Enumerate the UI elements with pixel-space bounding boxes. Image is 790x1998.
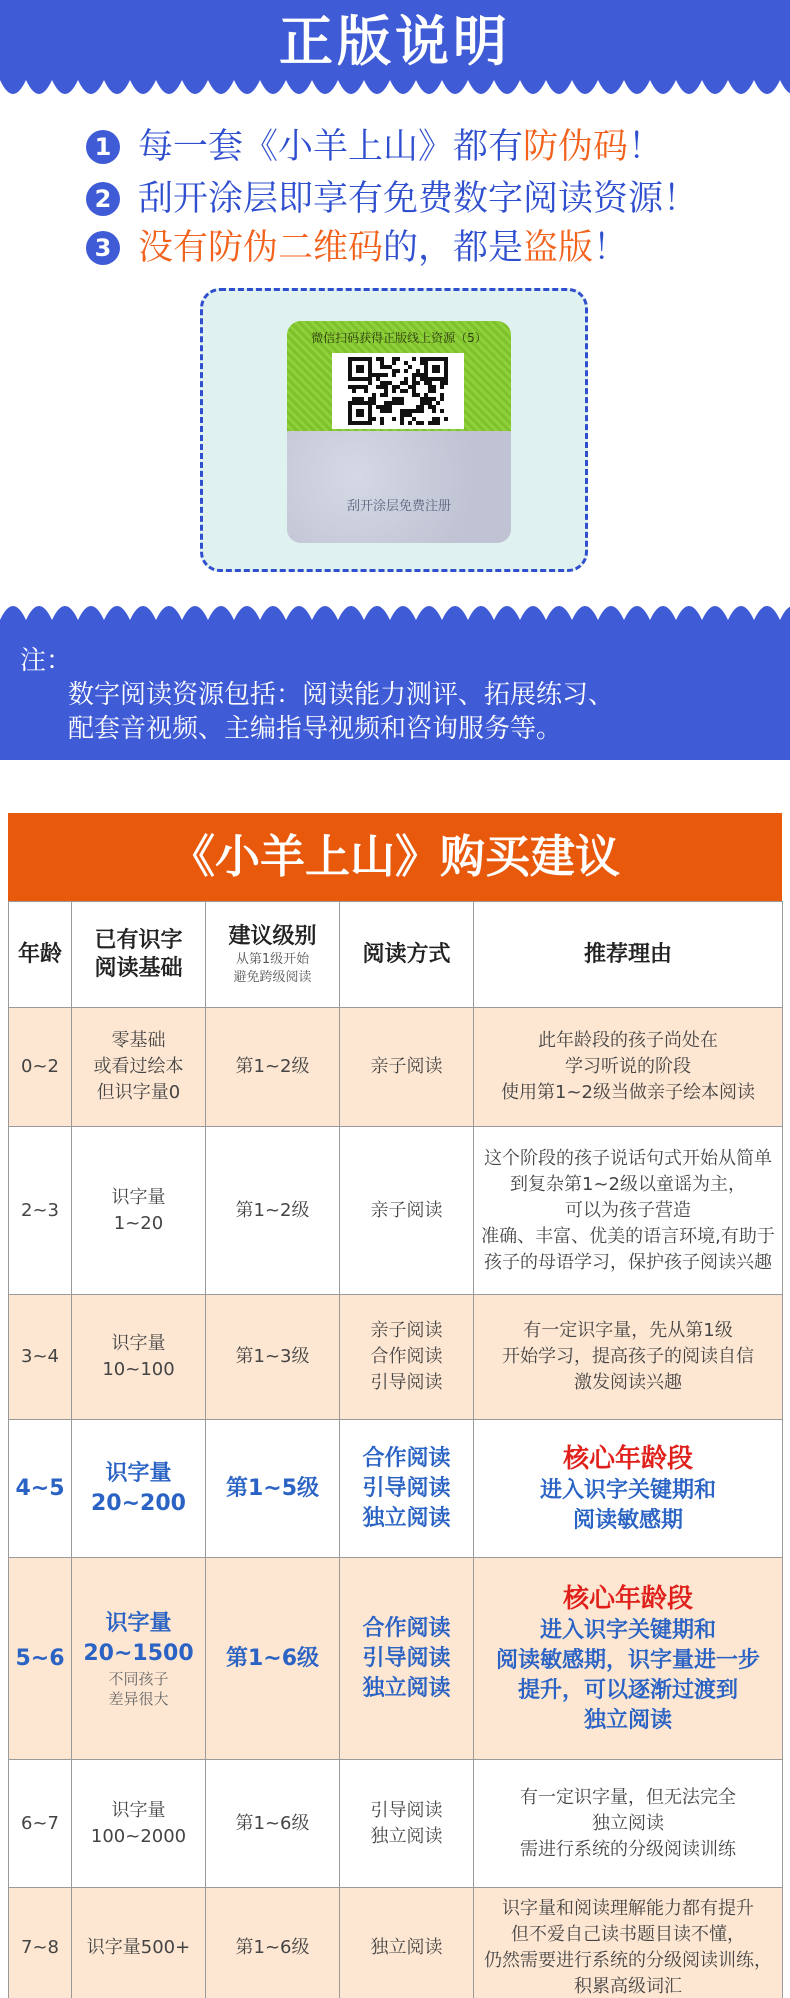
reason-line: 有一定识字量，但无法完全: [520, 1786, 736, 1808]
basis-line: 识字量: [111, 1799, 166, 1821]
basis-line: 识字量: [111, 1186, 166, 1208]
page-title: 正版说明: [279, 10, 511, 73]
sticker-top-text: 微信扫码获得正版线上资源（5）: [311, 331, 487, 345]
cell-level: 第1~6级: [206, 1760, 340, 1888]
cell-basis: [72, 1420, 206, 1558]
header-reason: 推荐理由: [474, 902, 783, 1008]
reason-line: 提升，可以逐渐过渡到: [517, 1677, 738, 1703]
scratch-coating: [287, 431, 511, 543]
cell-age: 0~2: [9, 1008, 72, 1127]
cell-age: 4~5: [9, 1420, 72, 1558]
table-row: [9, 1760, 783, 1888]
cell-age: 6~7: [9, 1760, 72, 1888]
mode-line: 独立阅读: [362, 1675, 451, 1701]
table-row: [9, 1127, 783, 1295]
header-mode: 阅读方式: [340, 902, 474, 1008]
cell-reason: [474, 1760, 783, 1888]
statement-2-part-a: 刮开涂层即享有免费数字阅读资源！: [138, 179, 699, 219]
basis-line: 1~20: [113, 1212, 164, 1234]
cell-mode: [340, 1760, 474, 1888]
statement-1: [86, 125, 663, 169]
statement-3-part-d: ！: [593, 228, 629, 268]
reason-line: 使用第1~2级当做亲子绘本阅读: [501, 1082, 755, 1103]
basis-line: 识字量: [105, 1610, 172, 1636]
table-row-core: [9, 1420, 783, 1558]
cell-mode: 独立阅读: [340, 1888, 474, 1998]
reason-line: 仍然需要进行系统的分级阅读训练，: [484, 1949, 772, 1971]
reason-line: 此年龄段的孩子尚处在: [538, 1030, 718, 1051]
basis-line: 20~200: [91, 1490, 186, 1516]
statement-1-part-b: 防伪码: [523, 127, 629, 167]
reason-line: 识字量和阅读理解能力都有提升: [502, 1897, 754, 1919]
number-2-icon: 2: [86, 182, 120, 216]
cell-basis: [72, 1008, 206, 1127]
mode-line: 合作阅读: [362, 1445, 451, 1471]
header-basis-line-2: 阅读基础: [94, 955, 183, 981]
basis-line: 零基础: [111, 1030, 166, 1051]
reason-line: 学习听说的阶段: [565, 1056, 691, 1077]
table-row: [9, 1888, 783, 1998]
cell-reason: [474, 1558, 783, 1760]
sticker-green-area: [287, 321, 511, 431]
basis-line: 100~2000: [90, 1825, 187, 1847]
reason-line: 可以为孩子营造: [565, 1199, 691, 1221]
reason-line: 进入识字关键期和: [539, 1617, 716, 1643]
cell-mode: 亲子阅读: [340, 1008, 474, 1127]
statement-3-part-a: 没有防伪二维码: [138, 228, 384, 268]
number-3-icon: 3: [86, 231, 120, 265]
reason-line: 到复杂第1~2级以童谣为主，: [510, 1173, 746, 1195]
cell-basis: [72, 1127, 206, 1295]
cell-reason: [474, 1420, 783, 1558]
cell-level: 第1~6级: [206, 1888, 340, 1998]
mode-line: 引导阅读: [362, 1475, 451, 1501]
cell-reason: [474, 1008, 783, 1127]
reason-line: 进入识字关键期和: [539, 1477, 716, 1503]
basis-note: 不同孩子: [108, 1669, 169, 1688]
mode-line: 独立阅读: [362, 1505, 451, 1531]
reason-line: 准确、丰富、优美的语言环境,有助于: [481, 1225, 775, 1247]
reason-line: 阅读敏感期: [572, 1507, 683, 1533]
core-age-label: 核心年龄段: [562, 1583, 693, 1614]
scratch-text: 刮开涂层免费注册: [346, 499, 451, 514]
mode-line: 引导阅读: [370, 1372, 443, 1393]
statement-3-part-b: 的，都是: [383, 228, 524, 268]
mode-line: 合作阅读: [370, 1346, 443, 1367]
mode-line: 独立阅读: [370, 1825, 443, 1847]
basis-line: 识字量: [111, 1333, 166, 1354]
cell-mode: [340, 1295, 474, 1420]
statement-2: [86, 177, 698, 221]
cell-age: 2~3: [9, 1127, 72, 1295]
core-age-label: 核心年龄段: [562, 1443, 693, 1474]
header-banner: [0, 0, 790, 80]
basis-line: 识字量: [105, 1460, 172, 1486]
table-title-bar: [8, 813, 782, 901]
cell-level: 第1~3级: [206, 1295, 340, 1420]
mode-line: 引导阅读: [362, 1645, 451, 1671]
qr-code-icon: [332, 353, 464, 429]
reason-line: 独立阅读: [592, 1812, 664, 1834]
reason-line: 阅读敏感期，识字量进一步: [495, 1647, 760, 1673]
header-basis: [72, 902, 206, 1008]
cell-mode: 亲子阅读: [340, 1127, 474, 1295]
cell-level: 第1~5级: [206, 1420, 340, 1558]
table-header-row: [9, 902, 783, 1008]
header-basis-line-1: 已有识字: [94, 927, 183, 953]
cell-basis: 识字量500+: [72, 1888, 206, 1998]
reason-line: 孩子的母语学习，保护孩子阅读兴趣: [484, 1251, 772, 1273]
header-age: 年龄: [9, 902, 72, 1008]
mode-line: 引导阅读: [370, 1799, 443, 1821]
cell-mode: [340, 1558, 474, 1760]
table-row: [9, 1295, 783, 1420]
statement-1-part-a: 每一套《小羊上山》都有: [138, 127, 524, 167]
mode-line: 合作阅读: [362, 1615, 451, 1641]
table-row-core: [9, 1558, 783, 1760]
anti-counterfeit-sticker: [287, 321, 511, 543]
note-band: [0, 620, 790, 760]
reason-line: 激发阅读兴趣: [574, 1372, 682, 1393]
cell-age: 7~8: [9, 1888, 72, 1998]
cell-basis: [72, 1760, 206, 1888]
cell-age: 3~4: [9, 1295, 72, 1420]
reason-line: 开始学习，提高孩子的阅读自信: [502, 1346, 754, 1367]
note-label: 注：: [20, 646, 73, 676]
cell-reason: [474, 1295, 783, 1420]
statement-3-part-c: 盗版: [523, 228, 594, 268]
scallop-border-top: [0, 80, 790, 98]
number-1-icon: 1: [86, 130, 120, 164]
cell-level: 第1~6级: [206, 1558, 340, 1760]
anti-counterfeit-frame: [200, 288, 588, 572]
cell-level: 第1~2级: [206, 1127, 340, 1295]
basis-note: 差异很大: [108, 1689, 169, 1708]
cell-mode: [340, 1420, 474, 1558]
reason-line: 有一定识字量，先从第1级: [523, 1320, 733, 1341]
statement-3: [86, 226, 628, 270]
reason-line: 但不爱自己读书题目读不懂，: [511, 1923, 745, 1945]
table-row: [9, 1008, 783, 1127]
reason-line: 积累高级词汇: [574, 1975, 682, 1997]
basis-line: 20~1500: [83, 1640, 194, 1666]
basis-line: 但识字量0: [96, 1082, 181, 1103]
basis-line: 或看过绘本: [93, 1056, 184, 1077]
header-level-sub-2: 避免跨级阅读: [233, 969, 312, 985]
reason-line: 需进行系统的分级阅读训练: [520, 1838, 736, 1860]
header-level-text: 建议级别: [228, 923, 317, 949]
cell-basis: [72, 1558, 206, 1760]
scallop-border-note: [0, 602, 790, 620]
note-line-2: 配套音视频、主编指导视频和咨询服务等。: [68, 714, 563, 744]
statement-1-part-c: ！: [628, 127, 664, 167]
table-title: 《小羊上山》购买建议: [169, 830, 620, 883]
cell-basis: [72, 1295, 206, 1420]
reason-line: 独立阅读: [583, 1707, 672, 1733]
purchase-advice-table: [8, 901, 783, 1998]
mode-line: 亲子阅读: [370, 1320, 443, 1341]
cell-reason: [474, 1888, 783, 1998]
header-level: [206, 902, 340, 1008]
header-level-sub-1: 从第1级开始: [235, 951, 310, 967]
reason-line: 这个阶段的孩子说话句式开始从简单: [484, 1147, 772, 1169]
cell-age: 5~6: [9, 1558, 72, 1760]
basis-line: 10~100: [102, 1359, 175, 1380]
note-line-1: 数字阅读资源包括：阅读能力测评、拓展练习、: [68, 680, 615, 710]
cell-level: 第1~2级: [206, 1008, 340, 1127]
cell-reason: [474, 1127, 783, 1295]
